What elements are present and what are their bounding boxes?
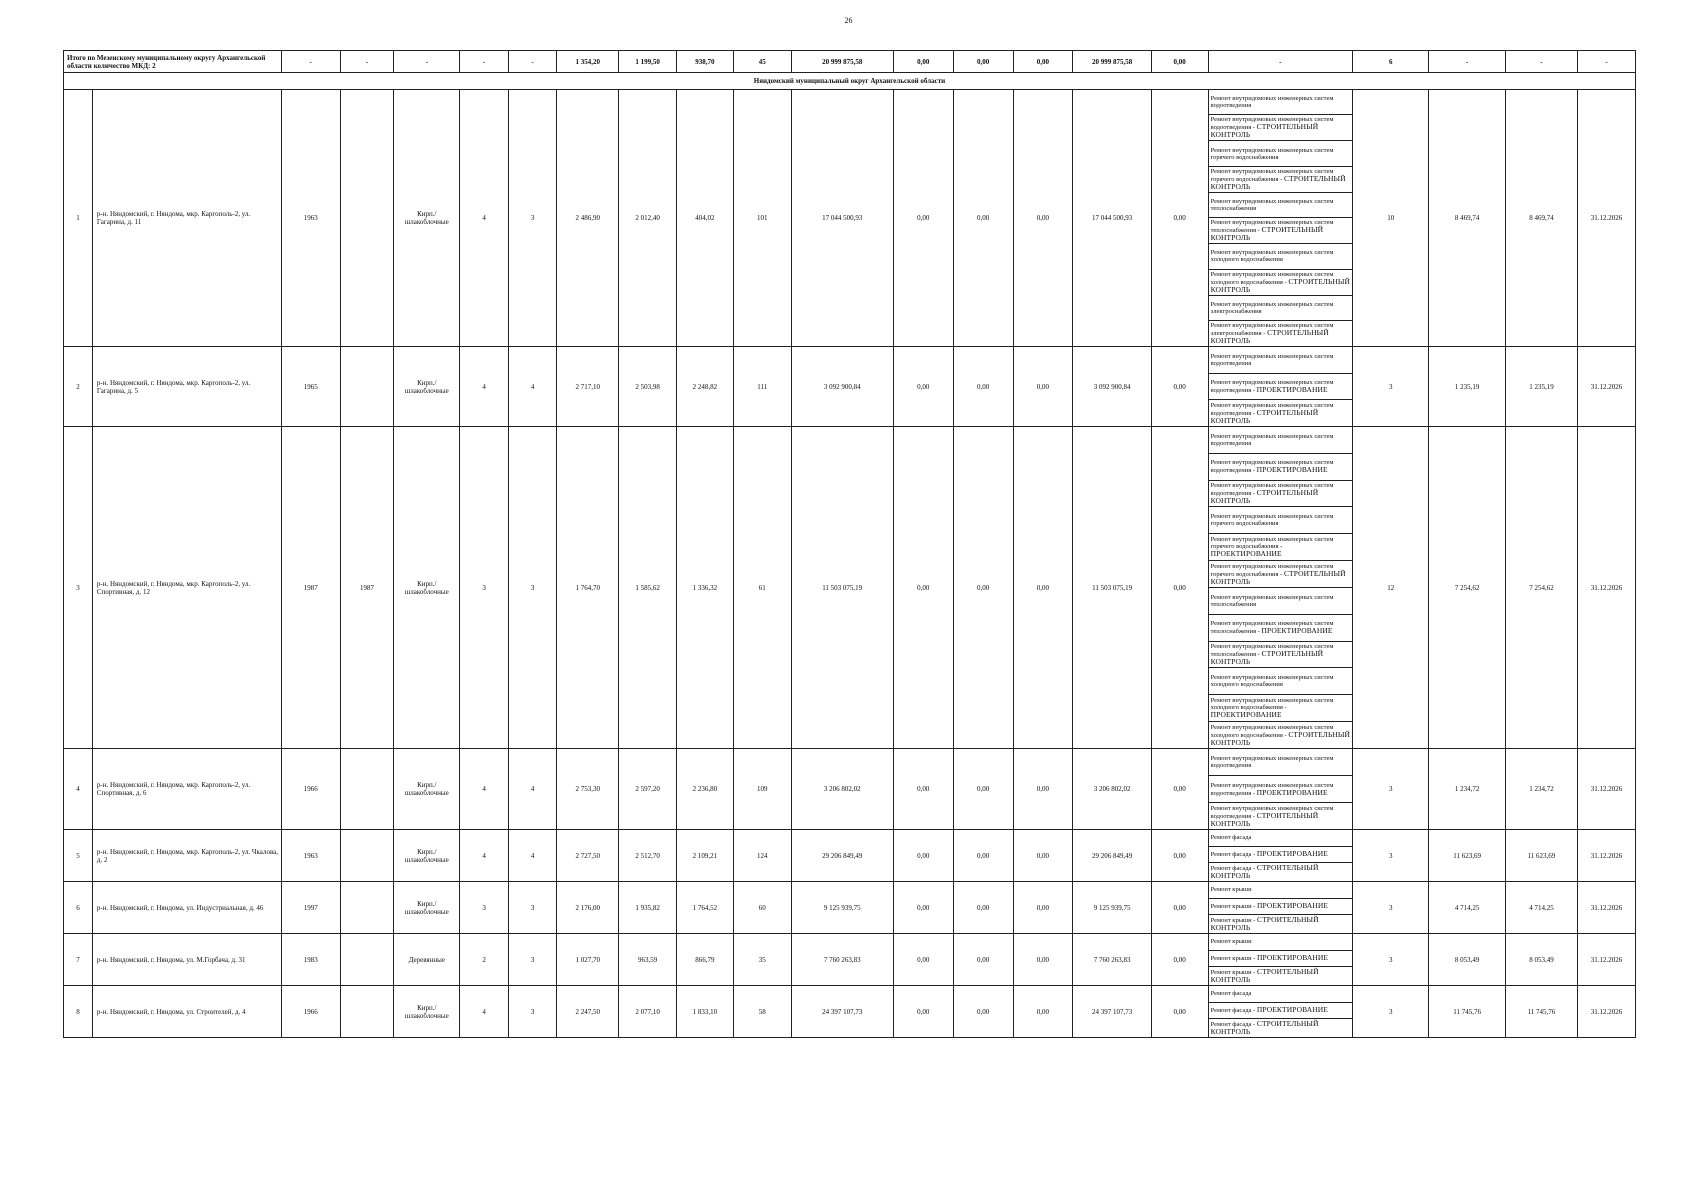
work-item: Ремонт фасада <box>1209 830 1353 847</box>
owner-funds-cell: 17 044 500,93 <box>1073 90 1151 347</box>
work-item: Ремонт внутридомовых инженерных систем холодного водоснабжения - СТРОИТЕЛЬНЫЙ КОНТРОЛЬ <box>1209 270 1353 296</box>
work-item: Ремонт крыши - ПРОЕКТИРОВАНИЕ <box>1209 899 1353 916</box>
row-number: 2 <box>64 347 93 427</box>
regional-funds-cell: 0,00 <box>953 986 1013 1038</box>
total-cost-cell: 3 206 802,02 <box>791 749 893 830</box>
total-cell: 0,00 <box>1151 51 1208 73</box>
wall-material-cell: Кирп./шлакоблочные <box>394 749 460 830</box>
work-item: Ремонт фасада - ПРОЕКТИРОВАНИЕ <box>1209 1003 1353 1020</box>
total-label: Итого по Мезенскому муниципальному округу Архангельской области количество МКД: 2 <box>64 51 282 73</box>
residents-cell: 61 <box>733 427 791 749</box>
other-funds-cell: 0,00 <box>1151 986 1208 1038</box>
federal-funds-cell: 0,00 <box>893 882 953 934</box>
owner-funds-cell: 7 760 263,83 <box>1073 934 1151 986</box>
private-area-cell: 1 336,32 <box>677 427 734 749</box>
private-area-cell: 2 248,82 <box>677 347 734 427</box>
owner-funds-cell: 3 206 802,02 <box>1073 749 1151 830</box>
federal-funds-cell: 0,00 <box>893 749 953 830</box>
table-row <box>64 749 1636 830</box>
row-number: 4 <box>64 749 93 830</box>
work-item: Ремонт внутридомовых инженерных систем водоотведения - СТРОИТЕЛЬНЫЙ КОНТРОЛЬ <box>1209 115 1353 141</box>
municipal-funds-cell: 0,00 <box>1013 830 1073 882</box>
entrances-cell: 3 <box>508 986 557 1038</box>
year-renovation-cell <box>340 90 394 347</box>
other-funds-cell: 0,00 <box>1151 427 1208 749</box>
total-cell: - <box>460 51 509 73</box>
row-number: 3 <box>64 427 93 749</box>
municipal-funds-cell: 0,00 <box>1013 427 1073 749</box>
work-item: Ремонт фасада - ПРОЕКТИРОВАНИЕ <box>1209 847 1353 864</box>
address-cell: р-н. Няндомский, г. Няндома, мкр. Каргополь-2, ул. Спортивная, д. 12 <box>92 427 281 749</box>
address-cell: р-н. Няндомский, г. Няндома, мкр. Каргополь-2, ул. Спортивная, д. 6 <box>92 749 281 830</box>
total-cell: 20 999 875,58 <box>791 51 893 73</box>
wall-material-cell: Кирп./шлакоблочные <box>394 986 460 1038</box>
work-item: Ремонт внутридомовых инженерных систем теплоснабжения <box>1209 588 1353 615</box>
total-cell: 0,00 <box>1013 51 1073 73</box>
deadline-cell: 31.12.2026 <box>1578 934 1636 986</box>
work-item: Ремонт внутридомовых инженерных систем холодного водоснабжения - СТРОИТЕЛЬНЫЙ КОНТРОЛЬ <box>1210 723 1351 747</box>
total-cost-cell: 17 044 500,93 <box>791 90 893 347</box>
wall-material-cell: Кирп./шлакоблочные <box>394 347 460 427</box>
work-item: Ремонт крыши <box>1209 882 1353 899</box>
row-number: 5 <box>64 830 93 882</box>
unit-cost-cell: 1 234,72 <box>1429 749 1505 830</box>
work-item: Ремонт внутридомовых инженерных систем электроснабжения - СТРОИТЕЛЬНЫЙ КОНТРОЛЬ <box>1210 322 1334 346</box>
wall-material-cell: Деревянные <box>394 934 460 986</box>
table-row <box>64 90 1636 347</box>
capital-repair-register-table <box>63 50 1636 1038</box>
regional-funds-cell: 0,00 <box>953 427 1013 749</box>
regional-funds-cell: 0,00 <box>953 347 1013 427</box>
deadline-cell: 31.12.2026 <box>1578 830 1636 882</box>
address-cell: р-н. Няндомский, г. Няндома, мкр. Каргополь-2, ул. Гагарина, д. 11 <box>92 90 281 347</box>
works-count-cell: 3 <box>1353 749 1429 830</box>
works-count-cell: 3 <box>1353 347 1429 427</box>
table-row <box>64 830 1636 882</box>
entrances-cell: 4 <box>508 749 557 830</box>
floors-cell: 4 <box>460 90 509 347</box>
work-item: Ремонт внутридомовых инженерных систем горячего водоснабжения <box>1209 507 1353 534</box>
work-item: Ремонт внутридомовых инженерных систем водоотведения <box>1209 427 1353 454</box>
regional-funds-cell: 0,00 <box>953 934 1013 986</box>
works-cell <box>1208 90 1353 347</box>
total-area-cell: 2 486,90 <box>557 90 619 347</box>
works-cell <box>1208 986 1353 1038</box>
work-item: Ремонт крыши - СТРОИТЕЛЬНЫЙ КОНТРОЛЬ <box>1210 967 1319 984</box>
work-item: Ремонт крыши - СТРОИТЕЛЬНЫЙ КОНТРОЛЬ <box>1210 915 1319 932</box>
federal-funds-cell: 0,00 <box>893 830 953 882</box>
total-cost-cell: 24 397 107,73 <box>791 986 893 1038</box>
residents-cell: 58 <box>733 986 791 1038</box>
total-cell: 938,70 <box>677 51 734 73</box>
work-item: Ремонт внутридомовых инженерных систем горячего водоснабжения - СТРОИТЕЛЬНЫЙ КОНТРОЛЬ <box>1209 167 1353 193</box>
work-item: Ремонт внутридомовых инженерных систем теплоснабжения - СТРОИТЕЛЬНЫЙ КОНТРОЛЬ <box>1209 642 1353 669</box>
regional-funds-cell: 0,00 <box>953 830 1013 882</box>
total-area-cell: 2 753,30 <box>557 749 619 830</box>
unit-cost-cell: 11 745,76 <box>1429 986 1505 1038</box>
works-cell <box>1208 934 1353 986</box>
municipal-funds-cell: 0,00 <box>1013 986 1073 1038</box>
federal-funds-cell: 0,00 <box>893 934 953 986</box>
limit-cost-cell: 8 053,49 <box>1505 934 1577 986</box>
regional-funds-cell: 0,00 <box>953 882 1013 934</box>
year-built-cell: 1966 <box>281 749 340 830</box>
total-area-cell: 2 247,50 <box>557 986 619 1038</box>
other-funds-cell: 0,00 <box>1151 830 1208 882</box>
residents-cell: 109 <box>733 749 791 830</box>
residential-area-cell: 963,59 <box>619 934 677 986</box>
work-item: Ремонт внутридомовых инженерных систем холодного водоснабжения - ПРОЕКТИРОВАНИЕ <box>1209 695 1353 722</box>
deadline-cell: 31.12.2026 <box>1578 882 1636 934</box>
work-item: Ремонт внутридомовых инженерных систем горячего водоснабжения - СТРОИТЕЛЬНЫЙ КОНТРОЛЬ <box>1209 561 1353 588</box>
unit-cost-cell: 11 623,69 <box>1429 830 1505 882</box>
entrances-cell: 3 <box>508 427 557 749</box>
year-renovation-cell <box>340 347 394 427</box>
other-funds-cell: 0,00 <box>1151 90 1208 347</box>
work-item: Ремонт внутридомовых инженерных систем водоотведения <box>1209 90 1353 115</box>
works-cell <box>1208 882 1353 934</box>
federal-funds-cell: 0,00 <box>893 347 953 427</box>
private-area-cell: 404,02 <box>677 90 734 347</box>
owner-funds-cell: 24 397 107,73 <box>1073 986 1151 1038</box>
total-area-cell: 1 027,70 <box>557 934 619 986</box>
entrances-cell: 4 <box>508 347 557 427</box>
table-row <box>64 882 1636 934</box>
work-item: Ремонт внутридомовых инженерных систем холодного водоснабжения <box>1209 244 1353 269</box>
total-area-cell: 2 717,10 <box>557 347 619 427</box>
work-item: Ремонт внутридомовых инженерных систем теплоснабжения - ПРОЕКТИРОВАНИЕ <box>1209 615 1353 642</box>
total-area-cell: 2 727,50 <box>557 830 619 882</box>
page-number: 26 <box>844 16 853 25</box>
total-cell: - <box>1505 51 1577 73</box>
residential-area-cell: 2 597,20 <box>619 749 677 830</box>
work-item: Ремонт внутридомовых инженерных систем водоотведения - СТРОИТЕЛЬНЫЙ КОНТРОЛЬ <box>1210 804 1334 828</box>
private-area-cell: 2 109,21 <box>677 830 734 882</box>
work-item: Ремонт фасада - СТРОИТЕЛЬНЫЙ КОНТРОЛЬ <box>1210 863 1319 880</box>
district-row <box>64 73 1636 90</box>
total-cost-cell: 9 125 939,75 <box>791 882 893 934</box>
year-built-cell: 1963 <box>281 90 340 347</box>
limit-cost-cell: 11 745,76 <box>1505 986 1577 1038</box>
table-row <box>64 934 1636 986</box>
total-cost-cell: 3 092 900,84 <box>791 347 893 427</box>
residential-area-cell: 2 503,98 <box>619 347 677 427</box>
private-area-cell: 1 764,52 <box>677 882 734 934</box>
wall-material-cell: Кирп./шлакоблочные <box>394 882 460 934</box>
floors-cell: 4 <box>460 830 509 882</box>
total-cell: 20 999 875,58 <box>1073 51 1151 73</box>
residents-cell: 60 <box>733 882 791 934</box>
floors-cell: 2 <box>460 934 509 986</box>
total-cell: - <box>1208 51 1353 73</box>
wall-material-cell: Кирп./шлакоблочные <box>394 830 460 882</box>
total-cell: - <box>394 51 460 73</box>
wall-material-cell: Кирп./шлакоблочные <box>394 427 460 749</box>
total-cell: 1 199,50 <box>619 51 677 73</box>
address-cell: р-н. Няндомский, г. Няндома, ул. Строителей, д. 4 <box>92 986 281 1038</box>
total-cell: - <box>1429 51 1505 73</box>
unit-cost-cell: 8 469,74 <box>1429 90 1505 347</box>
other-funds-cell: 0,00 <box>1151 934 1208 986</box>
work-item: Ремонт крыши - ПРОЕКТИРОВАНИЕ <box>1209 951 1353 968</box>
total-row <box>64 51 1636 73</box>
work-item: Ремонт фасада - СТРОИТЕЛЬНЫЙ КОНТРОЛЬ <box>1210 1019 1319 1036</box>
work-item: Ремонт внутридомовых инженерных систем водоотведения - ПРОЕКТИРОВАНИЕ <box>1209 454 1353 481</box>
district-title: Няндомский муниципальный округ Архангельской области <box>64 73 1636 90</box>
residential-area-cell: 2 012,40 <box>619 90 677 347</box>
work-item: Ремонт внутридомовых инженерных систем водоотведения - СТРОИТЕЛЬНЫЙ КОНТРОЛЬ <box>1209 481 1353 508</box>
limit-cost-cell: 7 254,62 <box>1505 427 1577 749</box>
total-cost-cell: 7 760 263,83 <box>791 934 893 986</box>
works-count-cell: 10 <box>1353 90 1429 347</box>
other-funds-cell: 0,00 <box>1151 749 1208 830</box>
municipal-funds-cell: 0,00 <box>1013 882 1073 934</box>
works-cell <box>1208 749 1353 830</box>
year-renovation-cell <box>340 830 394 882</box>
municipal-funds-cell: 0,00 <box>1013 934 1073 986</box>
year-built-cell: 1997 <box>281 882 340 934</box>
owner-funds-cell: 11 503 075,19 <box>1073 427 1151 749</box>
total-cost-cell: 11 503 075,19 <box>791 427 893 749</box>
unit-cost-cell: 7 254,62 <box>1429 427 1505 749</box>
works-count-cell: 12 <box>1353 427 1429 749</box>
limit-cost-cell: 8 469,74 <box>1505 90 1577 347</box>
limit-cost-cell: 1 234,72 <box>1505 749 1577 830</box>
limit-cost-cell: 11 623,69 <box>1505 830 1577 882</box>
year-renovation-cell: 1987 <box>340 427 394 749</box>
work-item: Ремонт внутридомовых инженерных систем теплоснабжения - СТРОИТЕЛЬНЫЙ КОНТРОЛЬ <box>1209 218 1353 244</box>
deadline-cell: 31.12.2026 <box>1578 749 1636 830</box>
year-renovation-cell <box>340 882 394 934</box>
year-renovation-cell <box>340 934 394 986</box>
regional-funds-cell: 0,00 <box>953 90 1013 347</box>
row-number: 8 <box>64 986 93 1038</box>
entrances-cell: 3 <box>508 882 557 934</box>
work-item: Ремонт крыши <box>1209 934 1353 951</box>
deadline-cell: 31.12.2026 <box>1578 427 1636 749</box>
table-row <box>64 986 1636 1038</box>
year-built-cell: 1966 <box>281 986 340 1038</box>
limit-cost-cell: 4 714,25 <box>1505 882 1577 934</box>
year-renovation-cell <box>340 749 394 830</box>
entrances-cell: 3 <box>508 90 557 347</box>
residents-cell: 111 <box>733 347 791 427</box>
residential-area-cell: 1 585,62 <box>619 427 677 749</box>
work-item: Ремонт внутридомовых инженерных систем водоотведения - ПРОЕКТИРОВАНИЕ <box>1209 374 1353 401</box>
work-item: Ремонт внутридомовых инженерных систем холодного водоснабжения <box>1209 668 1353 695</box>
entrances-cell: 4 <box>508 830 557 882</box>
year-built-cell: 1965 <box>281 347 340 427</box>
total-area-cell: 1 764,70 <box>557 427 619 749</box>
row-number: 6 <box>64 882 93 934</box>
works-count-cell: 3 <box>1353 830 1429 882</box>
work-item: Ремонт внутридомовых инженерных систем водоотведения <box>1209 749 1353 776</box>
owner-funds-cell: 3 092 900,84 <box>1073 347 1151 427</box>
works-count-cell: 3 <box>1353 934 1429 986</box>
limit-cost-cell: 1 235,19 <box>1505 347 1577 427</box>
residential-area-cell: 2 512,70 <box>619 830 677 882</box>
address-cell: р-н. Няндомский, г. Няндома, мкр. Каргополь-2, ул. Чкалова, д. 2 <box>92 830 281 882</box>
total-cell: - <box>340 51 394 73</box>
other-funds-cell: 0,00 <box>1151 882 1208 934</box>
total-area-cell: 2 176,00 <box>557 882 619 934</box>
municipal-funds-cell: 0,00 <box>1013 347 1073 427</box>
work-item: Ремонт внутридомовых инженерных систем водоотведения - СТРОИТЕЛЬНЫЙ КОНТРОЛЬ <box>1210 401 1334 425</box>
total-cell: 0,00 <box>953 51 1013 73</box>
total-cell: - <box>281 51 340 73</box>
floors-cell: 4 <box>460 347 509 427</box>
year-built-cell: 1983 <box>281 934 340 986</box>
residential-area-cell: 1 935,82 <box>619 882 677 934</box>
entrances-cell: 3 <box>508 934 557 986</box>
floors-cell: 4 <box>460 749 509 830</box>
unit-cost-cell: 4 714,25 <box>1429 882 1505 934</box>
other-funds-cell: 0,00 <box>1151 347 1208 427</box>
total-cell: 45 <box>733 51 791 73</box>
private-area-cell: 1 833,10 <box>677 986 734 1038</box>
year-built-cell: 1963 <box>281 830 340 882</box>
federal-funds-cell: 0,00 <box>893 90 953 347</box>
federal-funds-cell: 0,00 <box>893 427 953 749</box>
works-count-cell: 3 <box>1353 882 1429 934</box>
residential-area-cell: 2 077,10 <box>619 986 677 1038</box>
deadline-cell: 31.12.2026 <box>1578 90 1636 347</box>
table-row <box>64 347 1636 427</box>
total-cell: 0,00 <box>893 51 953 73</box>
municipal-funds-cell: 0,00 <box>1013 90 1073 347</box>
year-built-cell: 1987 <box>281 427 340 749</box>
work-item: Ремонт внутридомовых инженерных систем водоотведения <box>1209 347 1353 374</box>
total-cell: - <box>508 51 557 73</box>
total-cell: - <box>1578 51 1636 73</box>
row-number: 1 <box>64 90 93 347</box>
total-cell: 1 354,20 <box>557 51 619 73</box>
private-area-cell: 866,79 <box>677 934 734 986</box>
works-cell <box>1208 427 1353 749</box>
owner-funds-cell: 29 206 849,49 <box>1073 830 1151 882</box>
year-renovation-cell <box>340 986 394 1038</box>
work-item: Ремонт внутридомовых инженерных систем горячего водоснабжения <box>1209 141 1353 166</box>
floors-cell: 4 <box>460 986 509 1038</box>
owner-funds-cell: 9 125 939,75 <box>1073 882 1151 934</box>
wall-material-cell: Кирп./шлакоблочные <box>394 90 460 347</box>
address-cell: р-н. Няндомский, г. Няндома, ул. Индустриальная, д. 46 <box>92 882 281 934</box>
total-cell: 6 <box>1353 51 1429 73</box>
table-row <box>64 427 1636 749</box>
residents-cell: 101 <box>733 90 791 347</box>
unit-cost-cell: 1 235,19 <box>1429 347 1505 427</box>
deadline-cell: 31.12.2026 <box>1578 347 1636 427</box>
work-item: Ремонт внутридомовых инженерных систем водоотведения - ПРОЕКТИРОВАНИЕ <box>1209 776 1353 803</box>
work-item: Ремонт фасада <box>1209 986 1353 1003</box>
residents-cell: 124 <box>733 830 791 882</box>
work-item: Ремонт внутридомовых инженерных систем горячего водоснабжения - ПРОЕКТИРОВАНИЕ <box>1209 534 1353 561</box>
floors-cell: 3 <box>460 882 509 934</box>
deadline-cell: 31.12.2026 <box>1578 986 1636 1038</box>
private-area-cell: 2 236,80 <box>677 749 734 830</box>
regional-funds-cell: 0,00 <box>953 749 1013 830</box>
works-cell <box>1208 830 1353 882</box>
total-cost-cell: 29 206 849,49 <box>791 830 893 882</box>
row-number: 7 <box>64 934 93 986</box>
floors-cell: 3 <box>460 427 509 749</box>
works-cell <box>1208 347 1353 427</box>
work-item: Ремонт внутридомовых инженерных систем электроснабжения <box>1209 296 1353 321</box>
work-item: Ремонт внутридомовых инженерных систем теплоснабжения <box>1209 193 1353 218</box>
address-cell: р-н. Няндомский, г. Няндома, ул. М.Горбача, д. 31 <box>92 934 281 986</box>
unit-cost-cell: 8 053,49 <box>1429 934 1505 986</box>
federal-funds-cell: 0,00 <box>893 986 953 1038</box>
address-cell: р-н. Няндомский, г. Няндома, мкр. Каргополь-2, ул. Гагарина, д. 5 <box>92 347 281 427</box>
residents-cell: 35 <box>733 934 791 986</box>
municipal-funds-cell: 0,00 <box>1013 749 1073 830</box>
works-count-cell: 3 <box>1353 986 1429 1038</box>
